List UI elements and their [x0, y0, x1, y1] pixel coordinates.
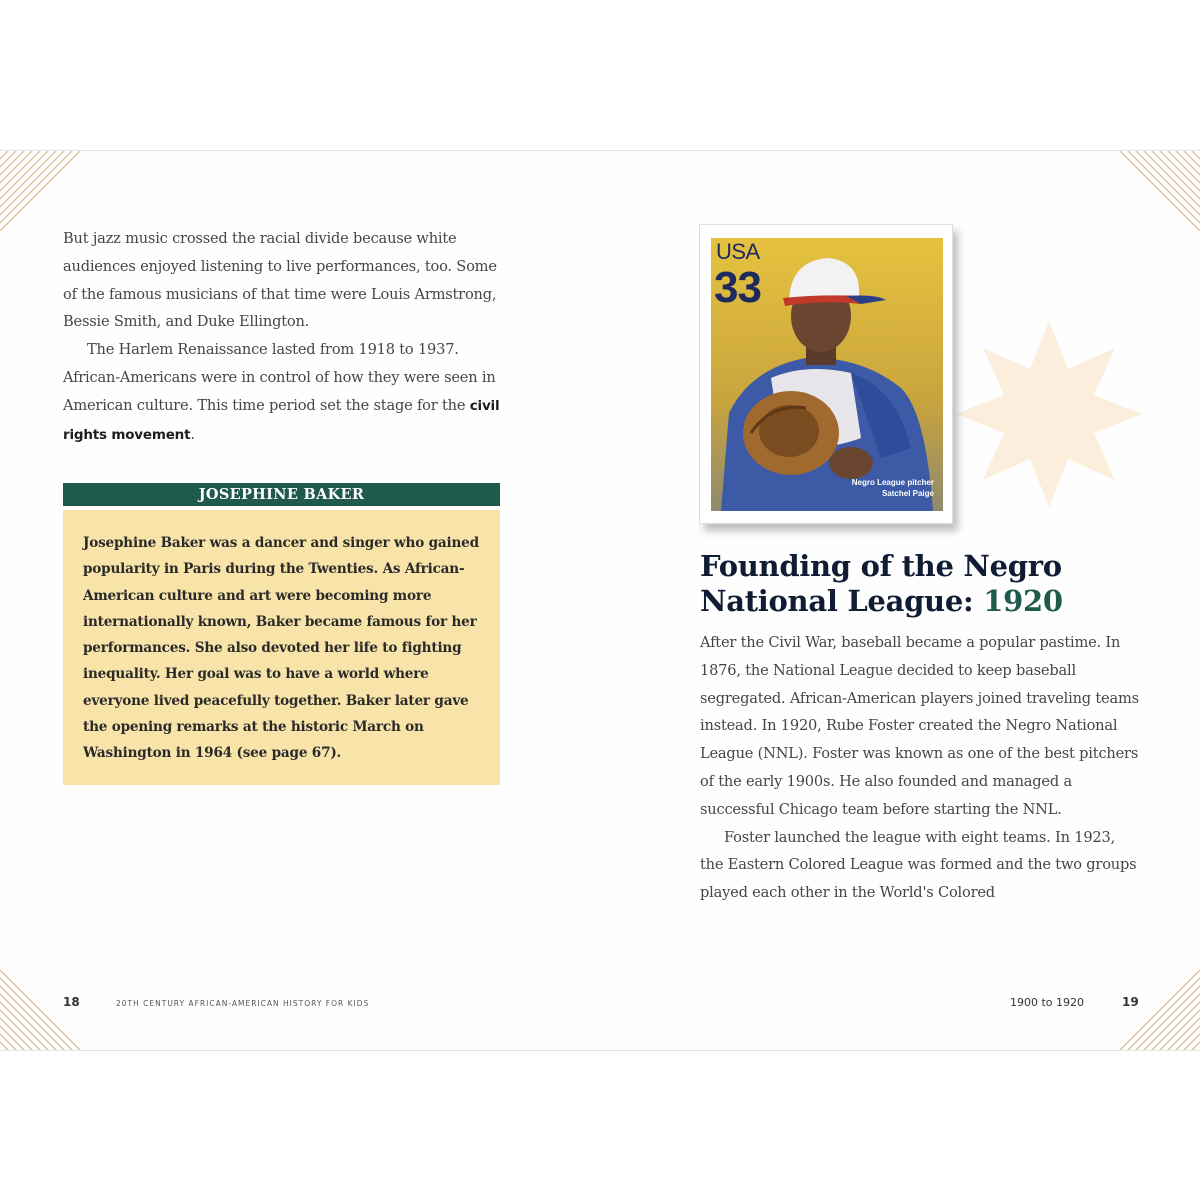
- sidebar-body: Josephine Baker was a dancer and singer who gained popularity in Paris during the Twenties. As African-American culture and art were becoming more internationally known, Baker became famous for her performances. She also devoted her life to fighting inequality. Her goal was to have a world where everyone lived peacefully together. Baker later gave the opening remarks at the historic March on Washington in 1964 (see page 67).: [63, 510, 500, 785]
- sidebar-title: JOSEPHINE BAKER: [63, 483, 500, 506]
- paragraph: Foster launched the league with eight teams. In 1923, the Eastern Colored League was formed and the two groups played each other in the World's Colored: [700, 828, 1137, 902]
- paragraph: But jazz music crossed the racial divide because white audiences enjoyed listening to live performances, too. Some of the famous musicians of that time were Louis Armstrong, Bessie Smith, and Duke Ellington.: [63, 230, 497, 331]
- running-head-left: 20TH CENTURY AFRICAN-AMERICAN HISTORY FOR KIDS: [116, 999, 370, 1008]
- corner-ornament: [0, 970, 80, 1050]
- corner-ornament: [0, 151, 80, 231]
- book-spread: [0, 150, 1200, 1051]
- left-body-text: [63, 225, 503, 449]
- running-head-right: 1900 to 1920: [1010, 996, 1085, 1009]
- stamp-caption: [824, 477, 934, 499]
- heading-text: Founding of the Negro National League:: [700, 549, 1062, 618]
- stamp-country: USA: [716, 239, 760, 264]
- star-ornament: [956, 321, 1142, 507]
- heading-year: 1920: [983, 584, 1063, 618]
- postage-stamp: [699, 224, 953, 524]
- paragraph-text: The Harlem Renaissance lasted from 1918 to 1937. African-Americans were in control of how they were seen in American culture. This time period set the stage for the: [63, 341, 496, 414]
- glossary-term: civil rights movement: [63, 397, 500, 443]
- paragraph-text: .: [190, 425, 195, 443]
- corner-ornament: [1120, 151, 1200, 231]
- corner-ornament: [1120, 970, 1200, 1050]
- paragraph: After the Civil War, baseball became a popular pastime. In 1876, the National League decided to keep baseball segregated. African-American players joined traveling teams instead. In 1920, Rube Foster created the Negro National League (NNL). Foster was known as one of the best pitchers of the early 1900s. He also founded and managed a successful Chicago team before starting the NNL.: [700, 634, 1139, 818]
- paragraph: [63, 336, 503, 449]
- stamp-denomination: 33: [714, 263, 761, 312]
- section-heading: [700, 549, 1160, 619]
- page-number-left: 18: [63, 995, 80, 1009]
- stamp-caption-line: Satchel Paige: [881, 489, 934, 498]
- page-number-right: 19: [1122, 995, 1139, 1009]
- stamp-caption-line: Negro League pitcher: [851, 478, 934, 487]
- right-body-text: [700, 629, 1140, 907]
